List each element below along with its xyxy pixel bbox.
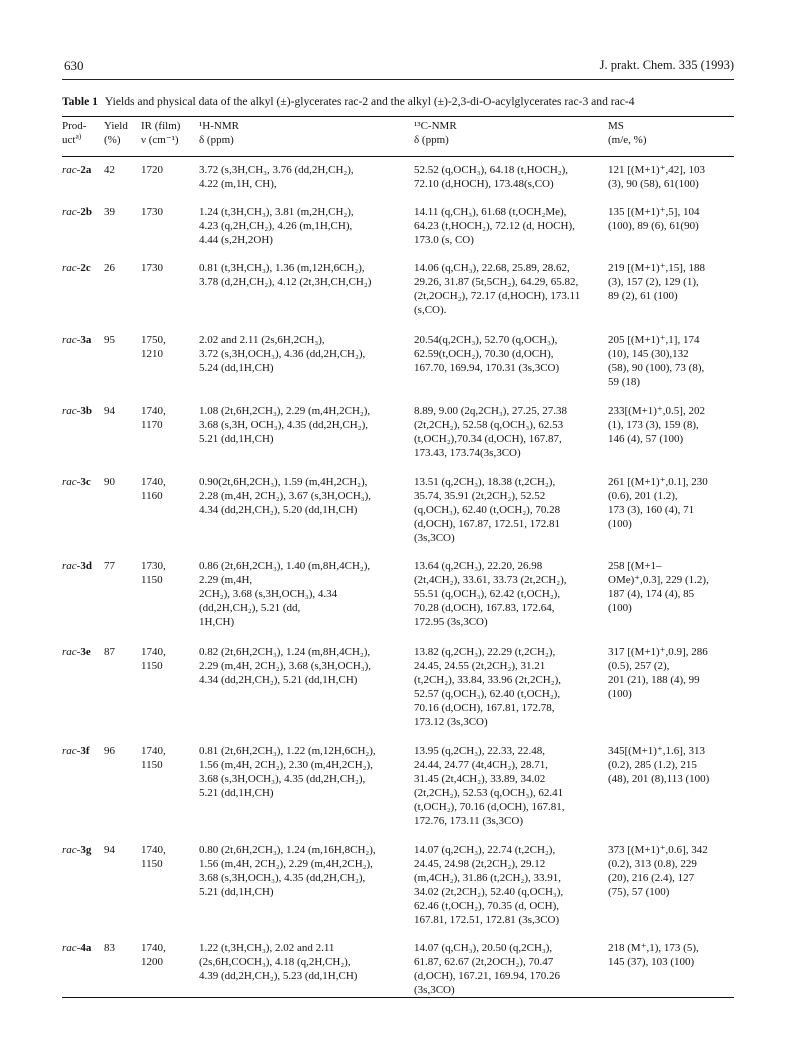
hnmr-line: 2.28 (m,4H, 2CH₂), 3.67 (s,3H,OCH₃), — [199, 490, 372, 502]
ms-line: 135 [(M+1)⁺,5], 104 — [608, 206, 700, 218]
ms-line: (0.5), 257 (2), — [608, 660, 670, 672]
cnmr-line: 62.59(t,OCH₂), 70.30 (d,OCH), — [414, 348, 554, 360]
cell-hnmr — [199, 559, 414, 629]
cnmr-line: (d,OCH), 167.21, 169.94, 170.26 — [414, 970, 561, 982]
cnmr-line: 172.76, 173.11 (3s,3CO) — [414, 815, 523, 827]
cnmr-line: 24.45, 24.98 (2t,2CH₂), 29.12 — [414, 858, 546, 870]
cell-ir: 1740, 1200 — [141, 942, 166, 968]
ms-line: 145 (37), 103 (100) — [608, 956, 695, 968]
hnmr-line: 0.81 (t,3H,CH₃), 1.36 (m,12H,6CH₂), — [199, 262, 365, 274]
cnmr-line: 14.06 (q,CH₃), 22.68, 25.89, 28.62, — [414, 262, 570, 274]
ms-line: (48), 201 (8),113 (100) — [608, 773, 710, 785]
ms-line: 219 [(M+1)⁺,15], 188 — [608, 262, 705, 274]
cnmr-line: 14.07 (q,2CH₃), 22.74 (t,2CH₂), — [414, 844, 556, 856]
cell-cnmr — [414, 941, 608, 997]
ms-line: 233[(M+1)⁺,0.5], 202 — [608, 405, 705, 417]
table-top-rule — [62, 116, 734, 117]
product-compound: 3b — [80, 405, 92, 417]
cnmr-line: 8.89, 9.00 (2q,2CH₃), 27.25, 27.38 — [414, 405, 567, 417]
ms-line: 89 (2), 61 (100) — [608, 290, 678, 302]
cnmr-line: 29.26, 31.87 (5t,5CH₂), 64.29, 65.82, — [414, 276, 579, 288]
cell-ms — [608, 475, 738, 545]
cell-product — [62, 261, 104, 317]
cell-ir: 1720 — [141, 164, 163, 176]
cell-hnmr — [199, 645, 414, 729]
col-header-ms-line1: MS — [608, 120, 624, 132]
ms-line: 201 (21), 188 (4), 99 — [608, 674, 700, 686]
cell-ir: 1730 — [141, 206, 163, 218]
product-prefix: rac- — [62, 164, 81, 176]
hnmr-line: 3.72 (s,3H,OCH₃), 4.36 (dd,2H,CH₂), — [199, 348, 366, 360]
ms-line: 258 [(M+1– — [608, 560, 662, 572]
journal-header: J. prakt. Chem. 335 (1993) — [599, 58, 734, 72]
cell-product — [62, 559, 104, 629]
col-header-product-text: uct — [62, 133, 76, 146]
cell-hnmr — [199, 333, 414, 389]
table-row — [62, 941, 738, 997]
cnmr-line: (t,OCH₂), 70.16 (d,OCH), 167.81, — [414, 801, 565, 813]
col-header-product — [62, 120, 98, 147]
hnmr-line: 4.22 (m,1H, CH), — [199, 178, 277, 190]
cnmr-line: 31.45 (2t,4CH₂), 33.89, 34.02 — [414, 773, 546, 785]
cell-yield: 87 — [104, 646, 115, 658]
ms-line: (0.6), 201 (1.2), — [608, 490, 678, 502]
table-caption — [62, 95, 742, 108]
cell-yield: 95 — [104, 334, 115, 346]
hnmr-line: 3.68 (s,3H,OCH₃), 4.35 (dd,2H,CH₂), — [199, 773, 366, 785]
product-prefix: rac- — [62, 646, 81, 658]
col-header-product-line2 — [62, 130, 98, 148]
cell-ir: 1740, 1170 — [141, 405, 166, 431]
cell-yield: 94 — [104, 405, 115, 417]
product-compound: 3a — [80, 334, 92, 346]
cnmr-line: 62.46 (t,OCH₂), 70.35 (d, OCH), — [414, 900, 559, 912]
cell-ms — [608, 205, 738, 247]
cell-cnmr — [414, 744, 608, 828]
cell-ms — [608, 559, 738, 629]
table-row — [62, 475, 738, 545]
cell-yield: 77 — [104, 560, 115, 572]
col-header-cnmr-line2: δ (ppm) — [414, 133, 449, 146]
hnmr-line: 5.21 (dd,1H,CH) — [199, 886, 274, 898]
cnmr-line: (t,OCH₂),70.34 (d,OCH), 167.87, — [414, 433, 562, 445]
cnmr-line: (2t,4CH₂), 33.61, 33.73 (2t,2CH₂), — [414, 574, 567, 586]
product-prefix: rac- — [62, 206, 81, 218]
hnmr-line: (dd,2H,CH₂), 5.21 (dd, — [199, 602, 301, 614]
cell-hnmr — [199, 163, 414, 191]
cnmr-line: (t,2CH₂), 33.84, 33.96 (2t,2CH₂), — [414, 674, 561, 686]
product-compound: 2a — [80, 164, 92, 176]
cell-yield: 94 — [104, 844, 115, 856]
cell-cnmr — [414, 559, 608, 629]
cnmr-line: 173.0 (s, CO) — [414, 234, 474, 246]
ms-line: (75), 57 (100) — [608, 886, 670, 898]
table-row — [62, 205, 738, 247]
product-compound: 2c — [80, 262, 91, 274]
ms-line: (10), 145 (30),132 — [608, 348, 689, 360]
cell-product — [62, 645, 104, 729]
cnmr-line: 55.51 (q,OCH₃), 62.42 (t,OCH₂), — [414, 588, 561, 600]
cell-hnmr — [199, 205, 414, 247]
col-header-hnmr-line2: δ (ppm) — [199, 133, 234, 146]
cell-cnmr — [414, 475, 608, 545]
table-row — [62, 559, 738, 629]
cnmr-line: 52.57 (q,OCH₃), 62.40 (t,OCH₂), — [414, 688, 561, 700]
cnmr-line: 13.95 (q,2CH₃), 22.33, 22.48, — [414, 745, 545, 757]
hnmr-line: 3.68 (s,3H, OCH₃), 4.35 (dd,2H,CH₂), — [199, 419, 368, 431]
hnmr-line: 2.29 (m,4H, 2CH₂), 3.68 (s,3H,OCH₃), — [199, 660, 372, 672]
hnmr-line: 4.34 (dd,2H,CH₂), 5.21 (dd,1H,CH) — [199, 674, 358, 686]
cell-cnmr — [414, 404, 608, 460]
col-header-cnmr-line1: ¹³C-NMR — [414, 120, 457, 132]
cell-product — [62, 163, 104, 191]
cnmr-line: 20.54(q,2CH₃), 52.70 (q,OCH₃), — [414, 334, 558, 346]
table-caption-text: Yields and physical data of the alkyl (±)-glycerates rac-2 and the alkyl (±)-2,3-di-O-acylglycerates rac-3 and rac-4 — [104, 95, 635, 108]
product-compound: 3c — [80, 476, 91, 488]
ms-line: (100), 89 (6), 61(90) — [608, 220, 699, 232]
cell-yield: 96 — [104, 745, 115, 757]
header-rule — [62, 79, 734, 80]
col-header-yield-line1: Yield — [104, 120, 128, 132]
cell-cnmr — [414, 333, 608, 389]
cell-hnmr — [199, 475, 414, 545]
ms-line: 121 [(M+1)⁺,42], 103 — [608, 164, 705, 176]
ms-line: (1), 173 (3), 159 (8), — [608, 419, 699, 431]
hnmr-line: 1.56 (m,4H, 2CH₂), 2.30 (m,4H,2CH₂), — [199, 759, 373, 771]
cnmr-line: (m,4CH₂), 31.86 (t,2CH₂), 33.91, — [414, 872, 561, 884]
cell-cnmr — [414, 645, 608, 729]
table-row — [62, 261, 738, 317]
cnmr-line: (2t,2CH₂), 52.53 (q,OCH₃), 62.41 — [414, 787, 564, 799]
cnmr-line: (q,OCH₃), 62.40 (t,OCH₂), 70.28 — [414, 504, 561, 516]
cnmr-line: 13.64 (q,2CH₃), 22.20, 26.98 — [414, 560, 543, 572]
cnmr-line: 24.44, 24.77 (4t,4CH₂), 28.71, — [414, 759, 548, 771]
product-compound: 3g — [80, 844, 92, 856]
cnmr-line: 14.11 (q,CH₃), 61.68 (t,OCH₂Me), — [414, 206, 567, 218]
col-header-hnmr — [199, 120, 399, 147]
col-header-yield-line2: (%) — [104, 133, 121, 146]
cell-hnmr — [199, 744, 414, 828]
cell-ms — [608, 261, 738, 317]
table-body — [62, 163, 738, 1011]
col-header-yield — [104, 120, 136, 147]
ms-line: 187 (4), 174 (4), 85 — [608, 588, 695, 600]
ms-line: 59 (18) — [608, 376, 641, 388]
col-header-hnmr-line1: ¹H-NMR — [199, 120, 239, 132]
cell-hnmr — [199, 941, 414, 997]
product-compound: 3d — [80, 560, 92, 572]
cnmr-line: 167.81, 172.51, 172.81 (3s,3CO) — [414, 914, 560, 926]
hnmr-line: 3.72 (s,3H,CH₃, 3.76 (dd,2H,CH₂), — [199, 164, 354, 176]
ms-line: (0.2), 285 (1.2), 215 — [608, 759, 697, 771]
cnmr-line: 173.12 (3s,3CO) — [414, 716, 488, 728]
hnmr-line: 0.80 (2t,6H,2CH₃), 1.24 (m,16H,8CH₂), — [199, 844, 376, 856]
cell-cnmr — [414, 163, 608, 191]
product-compound: 2b — [80, 206, 92, 218]
product-prefix: rac- — [62, 405, 81, 417]
ms-line: 205 [(M+1)⁺,1], 174 — [608, 334, 700, 346]
cell-cnmr — [414, 843, 608, 927]
ms-line: (100) — [608, 518, 632, 530]
ms-line: 146 (4), 57 (100) — [608, 433, 684, 445]
ms-line: 261 [(M+1)⁺,0.1], 230 — [608, 476, 708, 488]
cell-product — [62, 205, 104, 247]
hnmr-line: 4.34 (dd,2H,CH₂), 5.20 (dd,1H,CH) — [199, 504, 358, 516]
table-row — [62, 404, 738, 460]
cnmr-line: (2t,2CH₂), 52.58 (q,OCH₃), 62.53 — [414, 419, 564, 431]
hnmr-line: 4.44 (s,2H,2OH) — [199, 234, 273, 246]
col-header-cnmr — [414, 120, 604, 147]
cnmr-line: 167.70, 169.94, 170.31 (3s,3CO) — [414, 362, 560, 374]
ms-line: 218 (M⁺,1), 173 (5), — [608, 942, 699, 954]
ms-line: (3), 90 (58), 61(100) — [608, 178, 699, 190]
product-prefix: rac- — [62, 844, 81, 856]
cell-product — [62, 475, 104, 545]
table-header-rule — [62, 156, 734, 157]
hnmr-line: 2.02 and 2.11 (2s,6H,2CH₃), — [199, 334, 325, 346]
cell-yield: 83 — [104, 942, 115, 954]
cell-product — [62, 941, 104, 997]
cell-ms — [608, 404, 738, 460]
col-header-ir-line1: IR (film) — [141, 120, 181, 132]
product-prefix: rac- — [62, 745, 81, 757]
ms-line: OMe)⁺,0.3], 229 (1.2), — [608, 574, 709, 586]
table-row — [62, 645, 738, 729]
ms-line: (3), 157 (2), 129 (1), — [608, 276, 699, 288]
ms-line: 317 [(M+1)⁺,0.9], 286 — [608, 646, 708, 658]
hnmr-line: 0.82 (2t,6H,2CH₃), 1.24 (m,8H,4CH₂), — [199, 646, 371, 658]
cell-hnmr — [199, 843, 414, 927]
hnmr-line: 3.68 (s,3H,OCH₃), 4.35 (dd,2H,CH₂), — [199, 872, 366, 884]
hnmr-line: (2s,6H,COCH₃), 4.18 (q,2H,CH₂), — [199, 956, 351, 968]
ms-line: (0.2), 313 (0.8), 229 — [608, 858, 697, 870]
table-label: Table 1 — [62, 95, 98, 108]
hnmr-line: 5.21 (dd,1H,CH) — [199, 433, 274, 445]
cell-ir: 1740, 1150 — [141, 646, 166, 672]
cnmr-line: 70.28 (d,OCH), 167.83, 172.64, — [414, 602, 555, 614]
cell-ir: 1730, 1150 — [141, 560, 166, 586]
ms-line: (20), 216 (2.4), 127 — [608, 872, 695, 884]
cell-ir: 1740, 1160 — [141, 476, 166, 502]
cnmr-line: (2t,2OCH₂), 72.17 (d,HOCH), 173.11 — [414, 290, 581, 302]
cell-ms — [608, 163, 738, 191]
product-prefix: rac- — [62, 334, 81, 346]
cnmr-line: 13.82 (q,2CH₃), 22.29 (t,2CH₂), — [414, 646, 556, 658]
col-header-product-line1: Prod- — [62, 120, 87, 132]
ms-line: 173 (3), 160 (4), 71 — [608, 504, 695, 516]
hnmr-line: 1.22 (t,3H,CH₃), 2.02 and 2.11 — [199, 942, 335, 954]
cell-cnmr — [414, 261, 608, 317]
table-row — [62, 744, 738, 828]
col-header-product-note: a) — [75, 130, 82, 140]
hnmr-line: 1.24 (t,3H,CH₃), 3.81 (m,2H,CH₂), — [199, 206, 354, 218]
cell-yield: 26 — [104, 262, 115, 274]
product-prefix: rac- — [62, 476, 81, 488]
col-header-ms-line2: (m/e, %) — [608, 133, 647, 146]
table-bottom-rule — [62, 997, 734, 998]
product-compound: 3e — [80, 646, 91, 658]
product-prefix: rac- — [62, 262, 81, 274]
cell-ms — [608, 645, 738, 729]
table-row — [62, 163, 738, 191]
cnmr-line: 172.95 (3s,3CO) — [414, 616, 488, 628]
hnmr-line: 1.08 (2t,6H,2CH₃), 2.29 (m,4H,2CH₂), — [199, 405, 371, 417]
hnmr-line: 5.24 (dd,1H,CH) — [199, 362, 274, 374]
cnmr-line: (d,OCH), 167.87, 172.51, 172.81 — [414, 518, 561, 530]
hnmr-line: 2.29 (m,4H, — [199, 574, 253, 586]
cell-ir: 1750, 1210 — [141, 334, 166, 360]
hnmr-line: 4.39 (dd,2H,CH₂), 5.23 (dd,1H,CH) — [199, 970, 358, 982]
cell-yield: 39 — [104, 206, 115, 218]
cell-yield: 90 — [104, 476, 115, 488]
ms-line: 373 [(M+1)⁺,0.6], 342 — [608, 844, 708, 856]
col-header-ir-line2: ν (cm⁻¹) — [141, 133, 179, 146]
cnmr-line: 61.87, 62.67 (2t,2OCH₂), 70.47 — [414, 956, 554, 968]
hnmr-line: 1.56 (m,4H, 2CH₂), 2.29 (m,4H,2CH₂), — [199, 858, 373, 870]
cnmr-line: 34.02 (2t,2CH₂), 52.40 (q,OCH₃), — [414, 886, 564, 898]
cell-hnmr — [199, 261, 414, 317]
cell-ms — [608, 843, 738, 927]
hnmr-line: 4.23 (q,2H,CH₂), 4.26 (m,1H,CH), — [199, 220, 353, 232]
cnmr-line: (s,CO). — [414, 304, 447, 316]
cell-yield: 42 — [104, 164, 115, 176]
hnmr-line: 5.21 (dd,1H,CH) — [199, 787, 274, 799]
hnmr-line: 0.86 (2t,6H,2CH₃), 1.40 (m,8H,4CH₂), — [199, 560, 371, 572]
cell-product — [62, 333, 104, 389]
cell-product — [62, 843, 104, 927]
ms-line: (100) — [608, 602, 632, 614]
cell-ir: 1730 — [141, 262, 163, 274]
table-row — [62, 333, 738, 389]
product-prefix: rac- — [62, 942, 81, 954]
cell-ms — [608, 333, 738, 389]
cell-product — [62, 744, 104, 828]
ms-line: (58), 90 (100), 73 (8), — [608, 362, 705, 374]
hnmr-line: 2CH₂), 3.68 (s,3H,OCH₃), 4.34 — [199, 588, 338, 600]
cnmr-line: (3s,3CO) — [414, 532, 455, 544]
hnmr-line: 0.81 (2t,6H,2CH₃), 1.22 (m,12H,6CH₂), — [199, 745, 376, 757]
ms-line: 345[(M+1)⁺,1.6], 313 — [608, 745, 705, 757]
product-compound: 4a — [80, 942, 92, 954]
cell-ms — [608, 941, 738, 997]
ms-line: (100) — [608, 688, 632, 700]
cnmr-line: 70.16 (d,OCH), 167.81, 172.78, — [414, 702, 555, 714]
hnmr-line: 0.90(2t,6H,2CH₃), 1.59 (m,4H,2CH₂), — [199, 476, 368, 488]
cnmr-line: 64.23 (t,HOCH₂), 72.12 (d, HOCH), — [414, 220, 575, 232]
cell-ir: 1740, 1150 — [141, 745, 166, 771]
col-header-ms — [608, 120, 736, 147]
col-header-ir — [141, 120, 195, 147]
cnmr-line: 24.45, 24.55 (2t,2CH₂), 31.21 — [414, 660, 546, 672]
page-number: 630 — [64, 58, 84, 73]
cell-cnmr — [414, 205, 608, 247]
hnmr-line: 3.78 (d,2H,CH₂), 4.12 (2t,3H,CH,CH₂) — [199, 276, 372, 288]
cell-ir: 1740, 1150 — [141, 844, 166, 870]
cnmr-line: 14.07 (q,CH₃), 20.50 (q,2CH₃), — [414, 942, 553, 954]
cnmr-line: 13.51 (q,2CH₃), 18.38 (t,2CH₂), — [414, 476, 556, 488]
cell-ms — [608, 744, 738, 828]
cnmr-line: (3s,3CO) — [414, 984, 455, 996]
cell-product — [62, 404, 104, 460]
product-prefix: rac- — [62, 560, 81, 572]
table-row — [62, 843, 738, 927]
cnmr-line: 52.52 (q,OCH₃), 64.18 (t,HOCH₂), — [414, 164, 569, 176]
cnmr-line: 173.43, 173.74(3s,3CO) — [414, 447, 521, 459]
cell-hnmr — [199, 404, 414, 460]
cnmr-line: 35.74, 35.91 (2t,2CH₂), 52.52 — [414, 490, 546, 502]
cnmr-line: 72.10 (d,HOCH), 173.48(s,CO) — [414, 178, 554, 190]
product-compound: 3f — [80, 745, 90, 757]
hnmr-line: 1H,CH) — [199, 616, 235, 628]
